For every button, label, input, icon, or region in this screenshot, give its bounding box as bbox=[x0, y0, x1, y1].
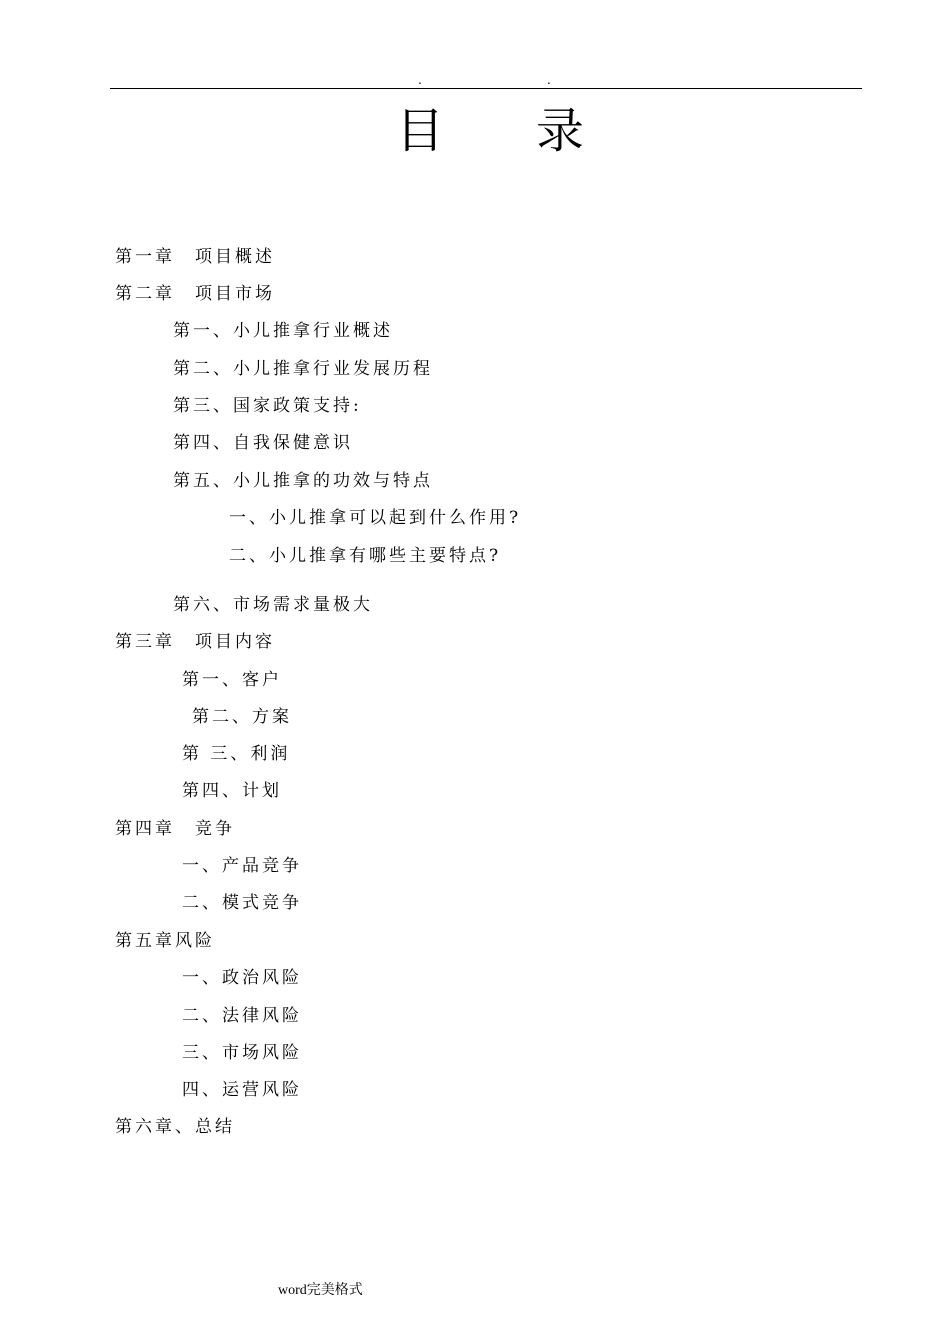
toc-ch3-section-4[interactable]: 第四、计划 bbox=[182, 781, 282, 801]
toc-chapter-5[interactable]: 第五章风险 bbox=[115, 931, 215, 951]
toc-ch5-section-3[interactable]: 三、市场风险 bbox=[182, 1043, 302, 1063]
toc-ch3-section-3[interactable]: 第 三、利润 bbox=[182, 744, 291, 764]
header-dot-right: . bbox=[547, 73, 551, 87]
toc-chapter-4[interactable]: 第四章 竞争 bbox=[115, 819, 235, 839]
toc-ch4-section-1[interactable]: 一、产品竞争 bbox=[182, 856, 302, 876]
toc-chapter-1[interactable]: 第一章 项目概述 bbox=[115, 247, 275, 267]
toc-ch3-section-2[interactable]: 第二、方案 bbox=[192, 707, 292, 727]
header-rule bbox=[110, 88, 862, 89]
toc-ch2-section-6[interactable]: 第六、市场需求量极大 bbox=[173, 595, 373, 615]
toc-chapter-6[interactable]: 第六章、总结 bbox=[115, 1117, 235, 1137]
header-dot-left: . bbox=[418, 73, 422, 87]
title-char-1: 目 bbox=[396, 103, 445, 159]
toc-ch2-section-5-item-2[interactable]: 二、小儿推拿有哪些主要特点? bbox=[229, 546, 502, 566]
toc-chapter-3[interactable]: 第三章 项目内容 bbox=[115, 632, 275, 652]
toc-ch2-section-2[interactable]: 第二、小儿推拿行业发展历程 bbox=[173, 359, 433, 379]
toc-ch2-section-4[interactable]: 第四、自我保健意识 bbox=[173, 433, 353, 453]
toc-ch5-section-4[interactable]: 四、运营风险 bbox=[182, 1080, 302, 1100]
toc-ch5-section-1[interactable]: 一、政治风险 bbox=[182, 968, 302, 988]
toc-ch2-section-5-item-1[interactable]: 一、小儿推拿可以起到什么作用? bbox=[229, 508, 522, 528]
toc-chapter-2[interactable]: 第二章 项目市场 bbox=[115, 284, 275, 304]
toc-ch4-section-2[interactable]: 二、模式竞争 bbox=[182, 893, 302, 913]
toc-ch2-section-5[interactable]: 第五、小儿推拿的功效与特点 bbox=[173, 471, 433, 491]
page-footer: word完美格式 bbox=[278, 1283, 363, 1298]
title-char-2: 录 bbox=[536, 103, 585, 159]
toc-ch2-section-1[interactable]: 第一、小儿推拿行业概述 bbox=[173, 321, 393, 341]
toc-ch5-section-2[interactable]: 二、法律风险 bbox=[182, 1006, 302, 1026]
toc-ch3-section-1[interactable]: 第一、客户 bbox=[182, 670, 282, 690]
page-title bbox=[0, 102, 950, 162]
toc-ch2-section-3[interactable]: 第三、国家政策支持: bbox=[173, 396, 362, 416]
